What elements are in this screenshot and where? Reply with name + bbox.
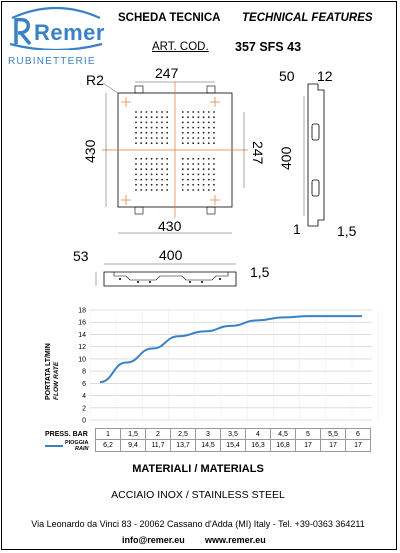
nozzle-hole — [140, 122, 142, 124]
table-cell: 1 — [96, 429, 121, 440]
nozzle-hole — [146, 132, 148, 134]
nozzle-hole — [135, 163, 137, 165]
nozzle-hole — [198, 158, 200, 160]
table-cell: 13,7 — [171, 440, 196, 452]
nozzle-hole — [182, 174, 184, 176]
nozzle-hole — [213, 158, 215, 160]
nozzle-hole — [151, 158, 153, 160]
nozzle-hole — [182, 132, 184, 134]
nozzle-hole — [156, 189, 158, 191]
chart-ylabel-en: FLOW RATE — [53, 361, 60, 400]
nozzle-hole — [161, 163, 163, 165]
nozzle-hole — [182, 189, 184, 191]
nozzle-hole — [182, 111, 184, 113]
nozzle-hole — [135, 116, 137, 118]
nozzle-hole — [166, 137, 168, 139]
table-cell: 5 — [296, 429, 321, 440]
nozzle-hole — [203, 174, 205, 176]
nozzle-hole — [187, 127, 189, 129]
nozzle-hole — [198, 127, 200, 129]
nozzle-hole — [192, 111, 194, 113]
nozzle-hole — [203, 158, 205, 160]
nozzle-hole — [213, 122, 215, 124]
nozzle-hole — [208, 116, 210, 118]
nozzle-hole — [146, 184, 148, 186]
dim-front-width: 400 — [159, 247, 183, 263]
nozzle-hole — [203, 111, 205, 113]
nozzle-hole — [198, 163, 200, 165]
nozzle-hole — [213, 132, 215, 134]
nozzle-hole — [213, 116, 215, 118]
nozzle-hole — [203, 184, 205, 186]
chart-ytick-label: 8 — [82, 368, 86, 376]
nozzle-hole — [135, 132, 137, 134]
dim-top-width: 247 — [155, 65, 179, 81]
nozzle-hole — [135, 122, 137, 124]
legend-it: PIOGGIA — [64, 439, 89, 446]
dim-side-height: 400 — [278, 146, 294, 170]
footer-address: Via Leonardo da Vinci 83 - 20062 Cassano d'Adda (MI) Italy - Tel. +39-0363 364211 — [31, 519, 365, 529]
nozzle-hole — [187, 137, 189, 139]
nozzle-hole — [192, 179, 194, 181]
nozzle-hole — [192, 168, 194, 170]
technical-drawing — [0, 60, 400, 300]
nozzle-hole — [208, 189, 210, 191]
table-cell: 17 — [321, 440, 346, 452]
nozzle-hole — [166, 142, 168, 144]
table-cell: 14,5 — [196, 440, 221, 452]
nozzle-hole — [156, 168, 158, 170]
table-cell: 15,4 — [221, 440, 246, 452]
nozzle-hole — [182, 137, 184, 139]
nozzle-hole — [146, 122, 148, 124]
rain-series-line — [100, 316, 362, 382]
nozzle-hole — [203, 168, 205, 170]
nozzle-hole — [151, 111, 153, 113]
nozzle-hole — [140, 179, 142, 181]
nozzle-hole — [151, 179, 153, 181]
nozzle-hole — [146, 158, 148, 160]
nozzle-hole — [156, 137, 158, 139]
nozzle-hole — [208, 132, 210, 134]
nozzle-hole — [192, 116, 194, 118]
nozzle-hole — [166, 174, 168, 176]
nozzle-hole — [140, 137, 142, 139]
nozzle-hole — [161, 142, 163, 144]
nozzle-hole — [187, 142, 189, 144]
nozzle-hole — [140, 132, 142, 134]
nozzle-hole — [198, 137, 200, 139]
nozzle-hole — [208, 168, 210, 170]
nozzle-hole — [166, 184, 168, 186]
nozzle-hole — [187, 163, 189, 165]
nozzle-hole — [135, 127, 137, 129]
table-cell: 9,4 — [121, 440, 146, 452]
nozzle-hole — [192, 189, 194, 191]
footer-web[interactable]: www.remer.eu — [205, 535, 266, 545]
nozzle-hole — [140, 127, 142, 129]
table-cell: 11,7 — [146, 440, 171, 452]
nozzle-hole — [140, 158, 142, 160]
nozzle-hole — [208, 111, 210, 113]
nozzle-hole — [192, 127, 194, 129]
table-cell: 1,5 — [121, 429, 146, 440]
nozzle-hole — [203, 142, 205, 144]
legend-en: RAIN — [75, 445, 89, 452]
logo-wordmark: Remer — [34, 20, 105, 45]
nozzle-hole — [203, 122, 205, 124]
nozzle-hole — [166, 189, 168, 191]
nozzle-hole — [166, 116, 168, 118]
nozzle-hole — [151, 127, 153, 129]
chart-ytick-label: 6 — [82, 380, 86, 388]
chart-ytick-label: 10 — [78, 356, 86, 364]
nozzle-hole — [208, 174, 210, 176]
nozzle-hole — [187, 168, 189, 170]
nozzle-hole — [182, 163, 184, 165]
nozzle-hole — [161, 127, 163, 129]
legend-swatch — [45, 445, 63, 447]
nozzle-hole — [198, 168, 200, 170]
pressure-label: PRESS. BAR — [45, 430, 88, 438]
nozzle-hole — [166, 132, 168, 134]
nozzle-hole — [203, 137, 205, 139]
nozzle-hole — [146, 179, 148, 181]
dim-radius: R2 — [86, 72, 104, 88]
nozzle-hole — [198, 111, 200, 113]
nozzle-hole — [146, 163, 148, 165]
nozzle-hole — [135, 142, 137, 144]
nozzle-hole — [156, 163, 158, 165]
nozzle-hole — [140, 189, 142, 191]
nozzle-hole — [140, 111, 142, 113]
dim-side-d: 1,5 — [337, 223, 357, 239]
flow-chart — [0, 300, 400, 430]
dim-side-a: 50 — [279, 68, 295, 84]
front-view — [104, 272, 236, 286]
table-cell: 17 — [296, 440, 321, 452]
title-it: SCHEDA TECNICA — [118, 12, 221, 24]
nozzle-hole — [208, 184, 210, 186]
nozzle-hole — [182, 168, 184, 170]
nozzle-hole — [151, 132, 153, 134]
nozzle-hole — [198, 142, 200, 144]
nozzle-hole — [156, 179, 158, 181]
nozzle-hole — [208, 137, 210, 139]
nozzle-hole — [213, 184, 215, 186]
nozzle-hole — [156, 132, 158, 134]
nozzle-hole — [146, 168, 148, 170]
nozzle-hole — [182, 184, 184, 186]
table-cell: 3,5 — [221, 429, 246, 440]
nozzle-hole — [151, 189, 153, 191]
table-cell: 4 — [246, 429, 271, 440]
nozzle-hole — [203, 116, 205, 118]
nozzle-hole — [213, 168, 215, 170]
nozzle-hole — [135, 174, 137, 176]
materials-value: ACCIAIO INOX / STAINLESS STEEL — [111, 489, 285, 501]
nozzle-hole — [135, 111, 137, 113]
nozzle-hole — [182, 142, 184, 144]
table-cell: 16,3 — [246, 440, 271, 452]
nozzle-hole — [161, 116, 163, 118]
nozzle-hole — [192, 137, 194, 139]
nozzle-hole — [156, 142, 158, 144]
nozzle-hole — [213, 127, 215, 129]
nozzle-hole — [140, 142, 142, 144]
nozzle-hole — [166, 122, 168, 124]
table-cell: 16,8 — [271, 440, 296, 452]
nozzle-hole — [198, 179, 200, 181]
nozzle-hole — [213, 189, 215, 191]
nozzle-hole — [203, 189, 205, 191]
nozzle-hole — [166, 163, 168, 165]
nozzle-hole — [151, 122, 153, 124]
nozzle-hole — [213, 163, 215, 165]
nozzle-hole — [198, 122, 200, 124]
art-code: 357 SFS 43 — [235, 40, 302, 54]
nozzle-hole — [151, 163, 153, 165]
nozzle-hole — [192, 184, 194, 186]
nozzle-hole — [192, 158, 194, 160]
nozzle-hole — [208, 163, 210, 165]
table-cell: 3 — [196, 429, 221, 440]
nozzle-hole — [182, 127, 184, 129]
nozzle-hole — [161, 174, 163, 176]
nozzle-hole — [213, 111, 215, 113]
nozzle-hole — [135, 158, 137, 160]
nozzle-hole — [187, 189, 189, 191]
nozzle-hole — [182, 116, 184, 118]
nozzle-hole — [156, 122, 158, 124]
nozzle-hole — [151, 184, 153, 186]
nozzle-hole — [198, 174, 200, 176]
nozzle-hole — [208, 142, 210, 144]
nozzle-hole — [161, 189, 163, 191]
nozzle-hole — [192, 122, 194, 124]
nozzle-hole — [161, 122, 163, 124]
materials-heading: MATERIALI / MATERIALS — [132, 463, 264, 475]
dim-side-b: 12 — [317, 68, 333, 84]
dim-bottom-width: 430 — [158, 218, 182, 234]
nozzle-hole — [187, 132, 189, 134]
nozzle-hole — [140, 116, 142, 118]
nozzle-hole — [187, 116, 189, 118]
nozzle-hole — [208, 127, 210, 129]
nozzle-hole — [135, 179, 137, 181]
table-cell: 2 — [146, 429, 171, 440]
nozzle-hole — [192, 132, 194, 134]
dim-right-height: 247 — [250, 141, 266, 165]
nozzle-hole — [161, 132, 163, 134]
nozzle-hole — [187, 158, 189, 160]
nozzle-hole — [187, 111, 189, 113]
nozzle-hole — [161, 111, 163, 113]
nozzle-hole — [161, 184, 163, 186]
chart-ytick-label: 16 — [78, 319, 86, 327]
nozzle-hole — [161, 168, 163, 170]
chart-ytick-label: 4 — [82, 393, 86, 401]
nozzle-hole — [156, 158, 158, 160]
chart-ytick-label: 18 — [78, 307, 86, 315]
nozzle-hole — [208, 122, 210, 124]
nozzle-hole — [166, 158, 168, 160]
nozzle-hole — [151, 142, 153, 144]
nozzle-hole — [161, 158, 163, 160]
nozzle-hole — [192, 163, 194, 165]
table-cell: 2,5 — [171, 429, 196, 440]
nozzle-hole — [198, 132, 200, 134]
chart-ylabel: PORTATA LT/MIN — [45, 343, 52, 400]
nozzle-hole — [146, 127, 148, 129]
nozzle-hole — [151, 174, 153, 176]
nozzle-hole — [135, 168, 137, 170]
nozzle-hole — [213, 137, 215, 139]
chart-ytick-label: 2 — [82, 405, 86, 413]
table-cell: 17 — [346, 440, 371, 452]
nozzle-hole — [135, 189, 137, 191]
nozzle-hole — [203, 163, 205, 165]
chart-ytick-label: 0 — [82, 417, 86, 425]
nozzle-hole — [182, 179, 184, 181]
nozzle-hole — [187, 174, 189, 176]
nozzle-hole — [140, 184, 142, 186]
nozzle-hole — [156, 127, 158, 129]
nozzle-hole — [146, 142, 148, 144]
nozzle-hole — [198, 189, 200, 191]
table-row-flow — [45, 440, 371, 452]
nozzle-hole — [156, 184, 158, 186]
nozzle-hole — [187, 184, 189, 186]
nozzle-hole — [146, 116, 148, 118]
nozzle-hole — [213, 174, 215, 176]
nozzle-hole — [182, 122, 184, 124]
nozzle-hole — [208, 158, 210, 160]
nozzle-hole — [151, 116, 153, 118]
nozzle-hole — [166, 127, 168, 129]
nozzle-hole — [135, 184, 137, 186]
nozzle-hole — [151, 137, 153, 139]
dim-side-c: 1 — [293, 221, 301, 237]
nozzle-hole — [187, 179, 189, 181]
nozzle-hole — [166, 168, 168, 170]
nozzle-hole — [146, 137, 148, 139]
dim-left-height: 430 — [82, 139, 98, 163]
logo-subtitle: RUBINETTERIE — [8, 56, 96, 67]
chart-ytick-label: 12 — [78, 344, 86, 352]
nozzle-hole — [182, 158, 184, 160]
nozzle-hole — [140, 174, 142, 176]
table-cell: 6 — [346, 429, 371, 440]
nozzle-hole — [135, 137, 137, 139]
nozzle-hole — [161, 179, 163, 181]
nozzle-hole — [151, 168, 153, 170]
art-label: ART. COD. — [152, 41, 209, 53]
table-cell: 5,5 — [321, 429, 346, 440]
nozzle-hole — [146, 111, 148, 113]
nozzle-hole — [203, 132, 205, 134]
table-row-pressure — [45, 429, 371, 440]
nozzle-hole — [203, 127, 205, 129]
flow-table — [45, 428, 371, 452]
nozzle-hole — [146, 189, 148, 191]
nozzle-hole — [166, 179, 168, 181]
nozzle-hole — [161, 137, 163, 139]
nozzle-hole — [140, 168, 142, 170]
nozzle-hole — [213, 179, 215, 181]
nozzle-hole — [213, 142, 215, 144]
nozzle-hole — [192, 174, 194, 176]
nozzle-hole — [156, 111, 158, 113]
nozzle-hole — [192, 142, 194, 144]
nozzle-hole — [203, 179, 205, 181]
nozzle-hole — [156, 174, 158, 176]
dim-front-height: 53 — [73, 248, 89, 264]
legend-cell — [45, 440, 96, 452]
nozzle-hole — [198, 116, 200, 118]
nozzle-hole — [146, 174, 148, 176]
title-en: TECHNICAL FEATURES — [242, 12, 373, 24]
table-cell: 4,5 — [271, 429, 296, 440]
side-view — [304, 84, 324, 226]
nozzle-hole — [140, 163, 142, 165]
footer-email[interactable]: info@remer.eu — [122, 535, 185, 545]
dim-front-thick: 1,5 — [250, 264, 270, 280]
chart-ytick-label: 14 — [78, 331, 86, 339]
nozzle-hole — [198, 184, 200, 186]
nozzle-hole — [187, 122, 189, 124]
nozzle-hole — [156, 116, 158, 118]
table-cell: 6,2 — [96, 440, 121, 452]
nozzle-hole — [208, 179, 210, 181]
nozzle-hole — [166, 111, 168, 113]
